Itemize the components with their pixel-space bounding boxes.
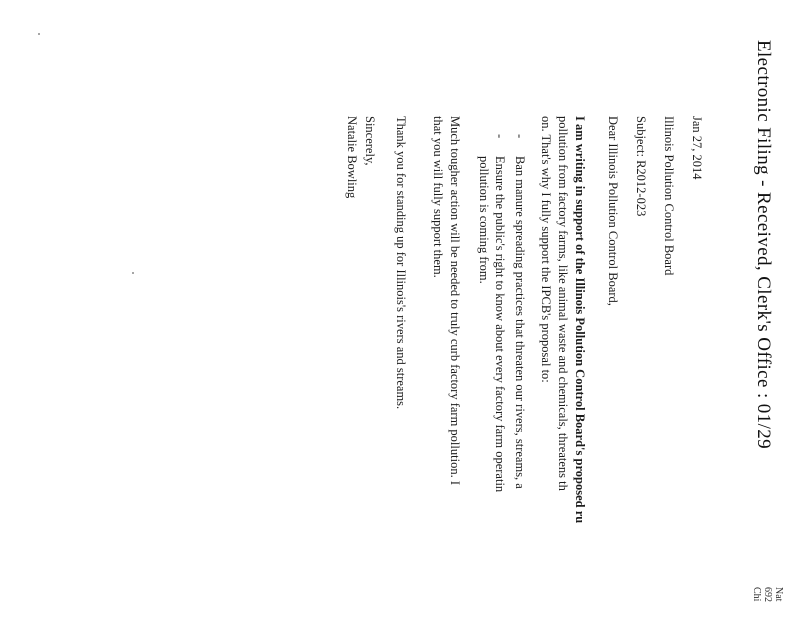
bullet-dash-icon: - — [513, 134, 527, 139]
letter-paragraph-3-line-1: Much tougher action will be needed to truly curb factory farm pollution. I — [448, 116, 462, 485]
letter-paragraph-2-line-1: pollution from factory farms, like animal waste and chemicals, threatens th — [556, 116, 570, 491]
clerk-stamp-header: Electronic Filing - Received, Clerk's Office : 01/29 — [753, 40, 774, 450]
bullet-dash-icon: - — [493, 134, 507, 139]
letter-salutation: Dear Illinois Pollution Control Board, — [606, 116, 620, 306]
proposal-bullet-list — [476, 116, 528, 586]
bullet-1-line-1: Ban manure spreading practices that threaten our rivers, streams, a — [513, 156, 527, 489]
letter-body — [342, 116, 705, 586]
letter-date: Jan 27, 2014 — [690, 116, 704, 180]
letter-paragraph-3-line-2: that you will fully support them. — [431, 116, 445, 278]
letter-signature-block — [343, 116, 378, 586]
letter-recipient: Illinois Pollution Control Board — [662, 116, 676, 276]
agency-stamp-line-2: 692 — [762, 587, 773, 602]
letter-signoff: Sincerely, — [363, 116, 377, 166]
agency-stamp-line-3: Chi — [751, 587, 762, 602]
list-item — [476, 116, 508, 586]
letter-signer-name: Natalie Bowling — [345, 116, 359, 199]
bullet-2-line-2: pollution is coming from. — [477, 156, 491, 284]
letter-subject: Subject: R2012-023 — [634, 116, 648, 217]
agency-stamp — [751, 587, 784, 602]
bullet-2-line-1: Ensure the public's right to know about every factory farm operatin — [493, 156, 507, 493]
list-item — [512, 116, 528, 586]
agency-stamp-line-1: Nat — [773, 587, 784, 602]
letter-paragraph-1: I am writing in support of the Illinois Pollution Control Board's proposed ru — [573, 116, 587, 524]
letter-paragraph-2-line-2: on. That's why I fully support the IPCB's proposal to: — [539, 116, 553, 383]
letter-closing-line: Thank you for standing up for Illinois's rivers and streams. — [394, 116, 408, 410]
